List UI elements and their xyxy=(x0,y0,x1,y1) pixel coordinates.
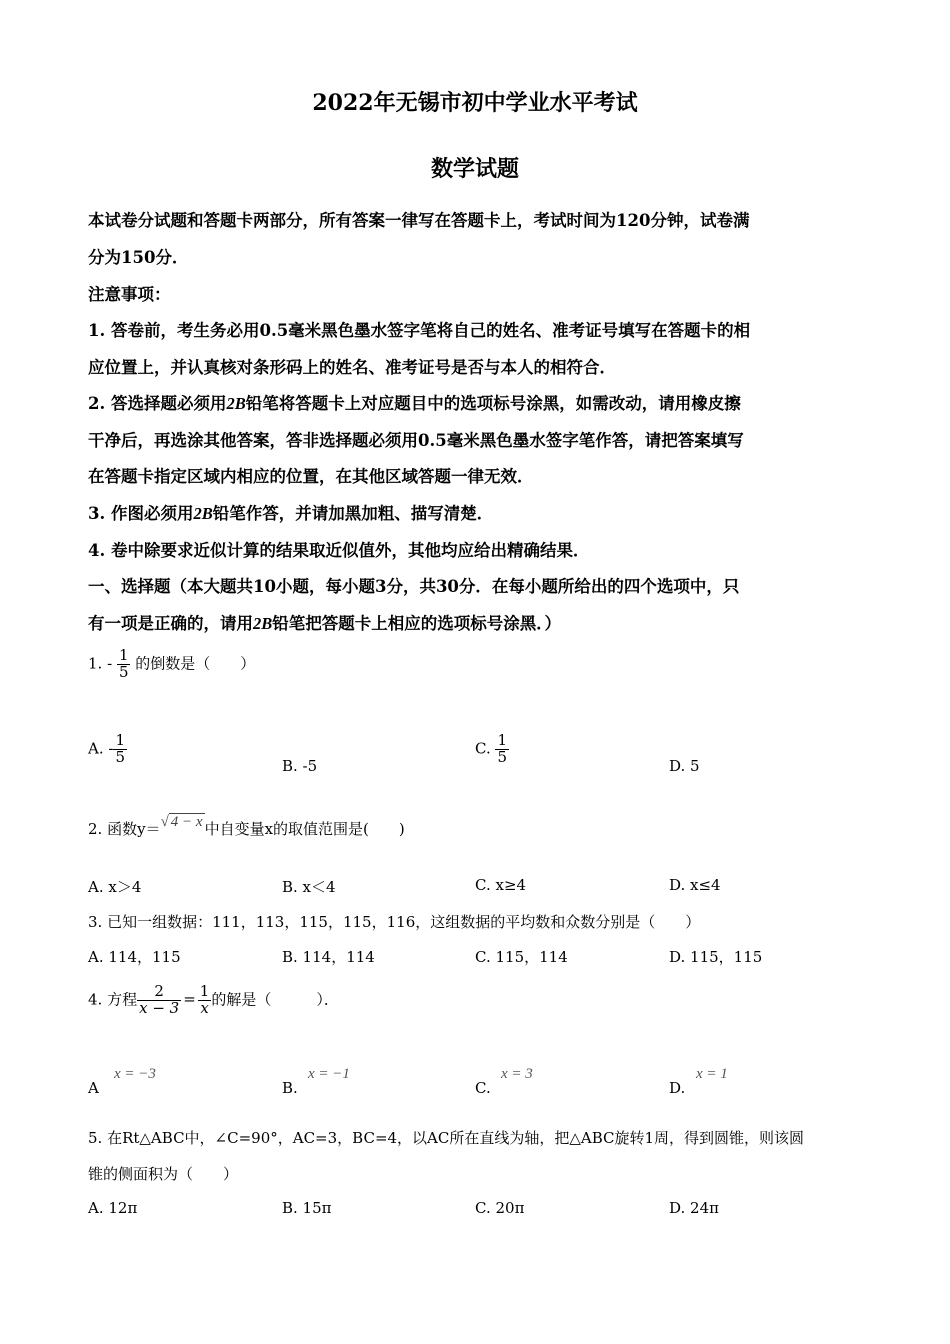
question-5-line-2: 锥的侧面积为（ ） xyxy=(88,1165,239,1183)
q4-left-num: 2 xyxy=(137,984,181,1001)
q3-option-b: B. 114，114 xyxy=(282,948,375,966)
q4-right-num: 1 xyxy=(199,982,210,1000)
page-subtitle: 数学试题 xyxy=(430,156,519,182)
question-5-line-1: 5. 在Rt△ABC中，∠C=90°，AC=3，BC=4，以AC所在直线为轴，把△ABC旋转1周，得到圆锥，则该圆 xyxy=(88,1129,805,1147)
notice-2-line-3: 在答题卡指定区域内相应的位置，在其他区域答题一律无效． xyxy=(88,467,534,486)
q2-sqrt: √ 4 − x xyxy=(160,814,203,830)
q5-option-c: C. 20π xyxy=(475,1199,525,1217)
q4-right-fraction xyxy=(198,984,212,1017)
q1-option-d: D. 5 xyxy=(669,757,700,775)
q1-den: 5 xyxy=(118,662,129,681)
notice-2-pre: 2. 答选择题必须用 xyxy=(88,394,227,413)
q2-option-a: A. x＞4 xyxy=(88,878,142,896)
q4-option-b-math: x = −1 xyxy=(308,1066,350,1082)
notice-2-line-1 xyxy=(88,390,741,414)
q4-option-d-math: x = 1 xyxy=(696,1066,728,1082)
q1-a-num: 1 xyxy=(115,731,125,749)
q3-option-a: A. 114，115 xyxy=(88,948,181,966)
q4-option-b-label: B. xyxy=(282,1079,298,1097)
q2-option-d: D. x≤4 xyxy=(669,876,721,894)
section-1-line-1: 一、选择题（本大题共10小题，每小题3分，共30分．在每小题所给出的四个选项中，只 xyxy=(88,577,740,596)
q2-prefix: 2. 函数y＝ xyxy=(88,820,161,838)
q1-a-label: A. - xyxy=(88,739,114,758)
section-1-post: 铅笔把答题卡上相应的选项标号涂黑．） xyxy=(272,614,562,633)
notice-4: 4. 卷中除要求近似计算的结果取近似值外，其他均应给出精确结果． xyxy=(88,541,590,560)
notice-2-line-2: 干净后，再选涂其他答案，答非选择题必须用0.5毫米黑色墨水签字笔作答，请把答案填写 xyxy=(88,431,744,450)
q2-radicand: 4 − x xyxy=(170,814,203,830)
q4-option-c-math: x = 3 xyxy=(501,1066,533,1082)
intro-line-1: 本试卷分试题和答题卡两部分，所有答案一律写在答题卡上，考试时间为120分钟，试卷满 xyxy=(88,211,750,230)
q1-c-den: 5 xyxy=(497,747,508,766)
question-1 xyxy=(88,648,255,681)
q4-suffix: 的解是（ ）． xyxy=(211,990,339,1009)
notice-3 xyxy=(88,500,493,524)
q1-a-den: 5 xyxy=(115,747,125,766)
q1-fraction xyxy=(117,648,131,681)
q1-c-fraction xyxy=(495,733,509,766)
question-2 xyxy=(88,814,405,839)
q2-option-b: B. x＜4 xyxy=(282,878,336,896)
notice-1-line-2: 应位置上，并认真核对条形码上的姓名、准考证号是否与本人的相符合． xyxy=(88,358,616,377)
q4-left-fraction xyxy=(137,984,181,1017)
notice-3-pencil: 2B xyxy=(193,504,213,523)
q2-option-c: C. x≥4 xyxy=(475,876,527,894)
q4-left-den: x − 3 xyxy=(139,998,180,1017)
q1-num: 1 xyxy=(118,646,129,664)
question-4 xyxy=(88,984,339,1017)
q1-a-fraction xyxy=(113,733,127,766)
notice-2-pencil: 2B xyxy=(226,394,246,413)
notice-2-post: 铅笔将答题卡上对应题目中的选项标号涂黑，如需改动，请用橡皮擦 xyxy=(245,394,741,413)
q5-option-d: D. 24π xyxy=(669,1199,719,1217)
intro-line-2: 分为150分． xyxy=(88,248,189,267)
q3-option-c: C. 115，114 xyxy=(475,948,568,966)
section-1-pre: 有一项是正确的，请用 xyxy=(88,614,253,633)
q1-prefix: 1. - xyxy=(88,654,113,673)
q1-option-b: B. -5 xyxy=(282,757,318,775)
q5-option-a: A. 12π xyxy=(88,1199,138,1217)
notice-1-line-1: 1. 答卷前，考生务必用0.5毫米黑色墨水签字笔将自己的姓名、准考证号填写在答题卡的相 xyxy=(88,321,751,340)
q4-option-a-label: A xyxy=(88,1079,99,1097)
notice-3-pre: 3. 作图必须用 xyxy=(88,504,194,523)
q5-option-b: B. 15π xyxy=(282,1199,332,1217)
q4-prefix: 4. 方程 xyxy=(88,990,138,1009)
q1-c-num: 1 xyxy=(497,731,508,749)
q4-right-den: x xyxy=(200,998,209,1017)
section-1-line-2 xyxy=(88,610,561,634)
question-3: 3. 已知一组数据：111，113，115，115，116，这组数据的平均数和众数分别是（ ） xyxy=(88,913,701,931)
q4-option-c-label: C. xyxy=(475,1079,491,1097)
page-title: 2022年无锡市初中学业水平考试 xyxy=(312,90,638,116)
section-1-pencil: 2B xyxy=(253,614,273,633)
q4-option-d-label: D. xyxy=(669,1079,686,1097)
notice-heading: 注意事项： xyxy=(88,285,171,304)
q2-suffix: 中自变量x的取值范围是( ) xyxy=(204,820,405,838)
q1-suffix: 的倒数是（ ） xyxy=(135,654,256,673)
q3-option-d: D. 115，115 xyxy=(669,948,763,966)
notice-3-post: 铅笔作答，并请加黑加粗、描写清楚． xyxy=(212,504,494,523)
q1-c-label: C. xyxy=(475,739,496,758)
q4-option-a-math: x = −3 xyxy=(114,1066,156,1082)
q1-option-c xyxy=(475,733,509,766)
q4-equals: = xyxy=(183,990,196,1009)
q1-option-a xyxy=(88,733,127,766)
